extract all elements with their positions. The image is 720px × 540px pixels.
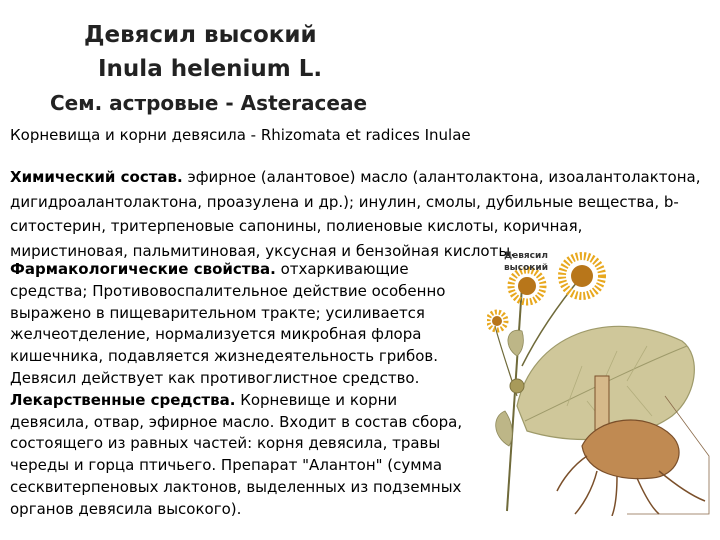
properties-section (10, 259, 480, 521)
flower-head (562, 256, 602, 296)
latin-name: Inula helenium L. (98, 56, 323, 82)
caption-line: Девясил (504, 251, 548, 261)
medicinal-text: Корневище и корни девясила, отвар, эфирное масло. Входит в состав сбора, состоящего из равных частей: корня девясила, травы череды и горца птичьего. Препарат "Алантон" (сумма сесквитерпеновых лактонов, выделенных из подземных органов девясила высокого). (10, 390, 463, 518)
flower-head (488, 312, 506, 330)
plant-illustration (487, 246, 713, 516)
pharmacology-label: Фармакологические свойства. (10, 260, 276, 278)
flower-head (511, 270, 543, 302)
chemical-text: эфирное (алантовое) масло (алантолактона, изоалантолактона, дигидроалантолактона, проазулена и др.); инулин, смолы, дубильные вещества, b-ситостерин, тритерпеновые сапонины, полиеновые кислоты, коричная, миристиновая, пальмитиновая, уксусная и бензойная кислоты. (10, 168, 701, 260)
caption-line: высокий (503, 263, 549, 273)
chemical-label: Химический состав. (10, 168, 183, 186)
medicinal-label: Лекарственные средства. (10, 390, 236, 409)
flower-bud (510, 379, 524, 393)
raw-material-heading: Корневища и корни девясила - Rhizomata et radices Inulae (10, 126, 471, 144)
family-name: Сем. астровые - Asteraceae (50, 91, 368, 115)
illustration-caption (496, 250, 556, 274)
pharmacology-text: отхаркивающие средства; Противовоспалительное действие особенно выражено в пищеварительном тракте; усиливается желчеотделение, нормализуется микробная флора кишечника, подавляется жизнедеятельность грибов. Девясил действует как противоглистное средство. (10, 260, 446, 387)
page-title: Девясил высокий (84, 22, 317, 48)
